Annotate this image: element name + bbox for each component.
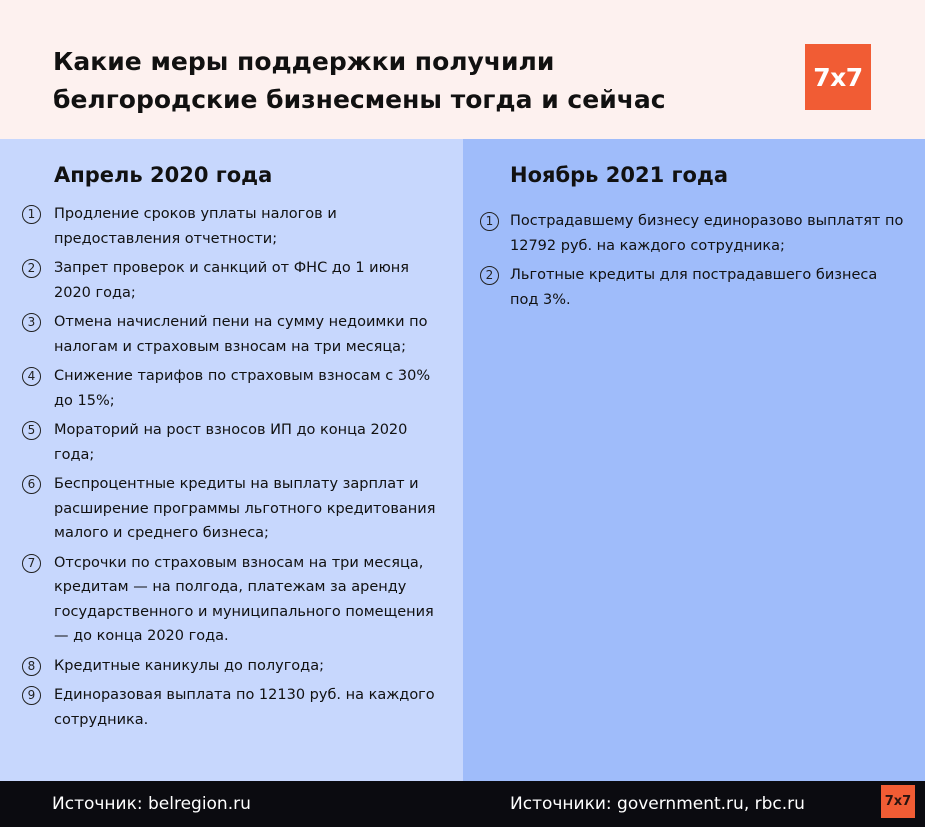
- number-badge: 1: [480, 212, 499, 231]
- item-text: Запрет проверок и санкций от ФНС до 1 июня 2020 года;: [54, 260, 409, 301]
- number-badge: 1: [22, 205, 41, 224]
- right-column: [463, 139, 925, 781]
- item-text: Отсрочки по страховым взносам на три месяца, кредитам — на полгода, платежам за аренду государственного и муниципального помещения — до конца 2020 года.: [54, 554, 434, 644]
- number-badge: 4: [22, 367, 41, 386]
- number-badge: 2: [480, 266, 499, 285]
- footer: [0, 781, 925, 827]
- right-measures-list: [463, 209, 913, 317]
- item-text: Беспроцентные кредиты на выплату зарплат и расширение программы льготного кредитования малого и среднего бизнеса;: [54, 476, 436, 541]
- list-item: [0, 256, 455, 305]
- left-measures-list: [0, 202, 455, 737]
- number-badge: 2: [22, 259, 41, 278]
- footer-logo: 7x7: [881, 785, 915, 818]
- number-badge: 8: [22, 657, 41, 676]
- list-item: [0, 683, 455, 732]
- list-item: [0, 654, 455, 679]
- list-item: [463, 209, 913, 258]
- number-badge: 9: [22, 686, 41, 705]
- item-text: Отмена начислений пени на сумму недоимки по налогам и страховым взносам на три месяца;: [54, 314, 428, 355]
- right-column-heading: Ноябрь 2021 года: [510, 163, 729, 187]
- list-item: [463, 263, 913, 312]
- list-item: [0, 472, 455, 546]
- logo: 7x7: [805, 44, 871, 110]
- title-line-1: Какие меры поддержки получили: [53, 47, 555, 76]
- item-text: Кредитные каникулы до полугода;: [54, 657, 324, 674]
- list-item: [0, 310, 455, 359]
- left-column: [0, 139, 463, 781]
- item-text: Пострадавшему бизнесу единоразово выплатят по 12792 руб. на каждого сотрудника;: [510, 213, 904, 254]
- list-item: [0, 551, 455, 649]
- number-badge: 3: [22, 313, 41, 332]
- left-column-heading: Апрель 2020 года: [54, 163, 273, 187]
- list-item: [0, 364, 455, 413]
- number-badge: 5: [22, 421, 41, 440]
- list-item: [0, 202, 455, 251]
- title-line-2: белгородские бизнесмены тогда и сейчас: [53, 85, 666, 114]
- list-item: [0, 418, 455, 467]
- header: [0, 0, 925, 139]
- item-text: Единоразовая выплата по 12130 руб. на каждого сотрудника.: [54, 687, 435, 728]
- item-text: Льготные кредиты для пострадавшего бизнеса под 3%.: [510, 267, 878, 308]
- item-text: Мораторий на рост взносов ИП до конца 2020 года;: [54, 422, 408, 463]
- item-text: Продление сроков уплаты налогов и предоставления отчетности;: [54, 206, 337, 247]
- source-right: Источники: government.ru, rbc.ru: [510, 794, 805, 814]
- item-text: Снижение тарифов по страховым взносам с 30% до 15%;: [54, 368, 431, 409]
- source-left: Источник: belregion.ru: [52, 794, 251, 814]
- page-title: [53, 43, 753, 119]
- number-badge: 6: [22, 475, 41, 494]
- number-badge: 7: [22, 554, 41, 573]
